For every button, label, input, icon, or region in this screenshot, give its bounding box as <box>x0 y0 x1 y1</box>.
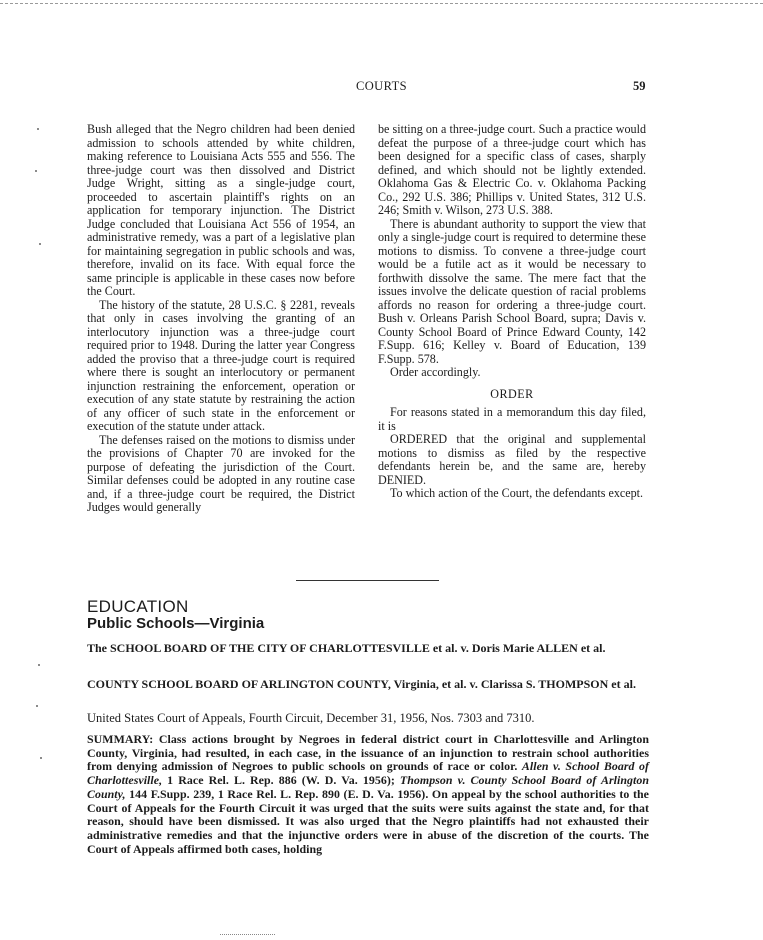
left-paragraph: Bush alleged that the Negro children had been denied admission to schools attended by white children, making reference to Louisiana Acts 555 and 556. The three-judge court was then dissolved and District Judge Wright, sitting as a single-judge court, proceeded to ascertain plaintiff's rights on an application for temporary injunction. The District Judge concluded that Louisiana Act 556 of 1954, an administrative remedy, was a part of a legislative plan for maintaining segregation in public schools and was, therefore, invalid on its face. With equal force the same principle is applicable in these cases now before the Court. <box>87 122 355 298</box>
running-head <box>0 79 763 95</box>
case-citation: Allen v. School Board of Charlottesville, <box>87 759 649 788</box>
order-heading: ORDER <box>490 386 534 401</box>
section-subtitle: Public Schools—Virginia <box>87 615 265 632</box>
page-number: 59 <box>633 79 646 93</box>
margin-speck <box>39 243 41 245</box>
summary-text: Class actions brought by Negroes in federal district court in Charlottesville and Arlington County, Virginia, had resulted, in each case, in the issuance of an injunction to restrain school authorities from denying admission of Negroes to public schools on grounds of race or color. <box>87 732 649 774</box>
summary-label: SUMMARY: <box>87 732 154 746</box>
order-paragraph: To which action of the Court, the defendants except. <box>390 486 644 500</box>
top-scan-edge <box>0 3 763 4</box>
order-paragraph: ORDERED that the original and supplemental motions to dismiss as filed by the respective defendants herein be, and the same are, hereby DENIED. <box>378 432 646 487</box>
left-column <box>87 123 355 515</box>
summary-text: 144 F.Supp. 239, 1 Race Rel. L. Rep. 890 (E. D. Va. 1956). On appeal by the school authorities to the Court of Appeals for the Fourth Circuit it was urged that the suits were suits against the state and, for that reason, should have been dismissed. It was also urged that the Negro plaintiffs had not exhausted their administrative remedies and that the injunctive orders were in abuse of the discretion of the courts. The Court of Appeals affirmed both cases, holding <box>87 786 649 856</box>
summary-paragraph <box>87 733 649 856</box>
section-divider <box>296 580 439 581</box>
summary-text: 1 Race Rel. L. Rep. 886 (W. D. Va. 1956); <box>162 773 400 788</box>
case-title: COUNTY SCHOOL BOARD OF ARLINGTON COUNTY, Virginia, et al. v. Clarissa S. THOMPSON et al. <box>87 677 636 691</box>
order-paragraph: For reasons stated in a memorandum this day filed, it is <box>378 405 646 433</box>
right-paragraph: be sitting on a three-judge court. Such a practice would defeat the purpose of a three-judge court which has been designed for a specific class of cases, sharply defined, and which should not be lightly extended. Oklahoma Gas & Electric Co. v. Oklahoma Packing Co., 292 U.S. 386; Phillips v. United States, 312 U.S. 246; Smith v. Wilson, 273 U.S. 388. <box>378 122 646 217</box>
section-title: EDUCATION <box>87 597 189 616</box>
left-paragraph: The defenses raised on the motions to dismiss under the provisions of Chapter 70 are invoked for the purpose of defeating the jurisdiction of the Court. Similar defenses could be adopted in any routine case and, if a three-judge court be required, the District Judges would generally <box>87 432 355 514</box>
margin-speck <box>38 664 40 666</box>
case-citation: Thompson v. County School Board of Arlington County, <box>87 773 650 801</box>
court-line: United States Court of Appeals, Fourth Circuit, December 31, 1956, Nos. 7303 and 7310. <box>87 711 535 725</box>
margin-speck <box>35 170 37 172</box>
bottom-scan-mark <box>220 934 275 935</box>
right-column <box>378 123 646 501</box>
right-paragraph: Order accordingly. <box>390 365 481 379</box>
left-paragraph: The history of the statute, 28 U.S.C. § 2281, reveals that only in cases involving the granting of an interlocutory injunction was a three-judge court required prior to 1948. During the latter year Congress added the proviso that a three-judge court is required where there is sought an interlocutory or permanent injunction restraining the enforcement, operation or execution of any state statute by restraining the action of any officer of such state in the enforcement or execution of the statute under attack. <box>87 297 355 433</box>
margin-speck <box>36 705 38 707</box>
margin-speck <box>40 757 42 759</box>
running-title: COURTS <box>356 79 407 93</box>
case-title: The SCHOOL BOARD OF THE CITY OF CHARLOTTESVILLE et al. v. Doris Marie ALLEN et al. <box>87 641 606 655</box>
right-paragraph: There is abundant authority to support the view that only a single-judge court is required to determine these motions to dismiss. To convene a three-judge court would be a futile act as it would be necessary to forthwith dissolve the same. The mere fact that the issues involve the delicate question of racial problems affords no reason for ordering a three-judge court. Bush v. Orleans Parish School Board, supra; Davis v. County School Board of Prince Edward County, 142 F.Supp. 616; Kelley v. Board of Education, 139 F.Supp. 578. <box>378 216 646 366</box>
margin-speck <box>37 128 39 130</box>
